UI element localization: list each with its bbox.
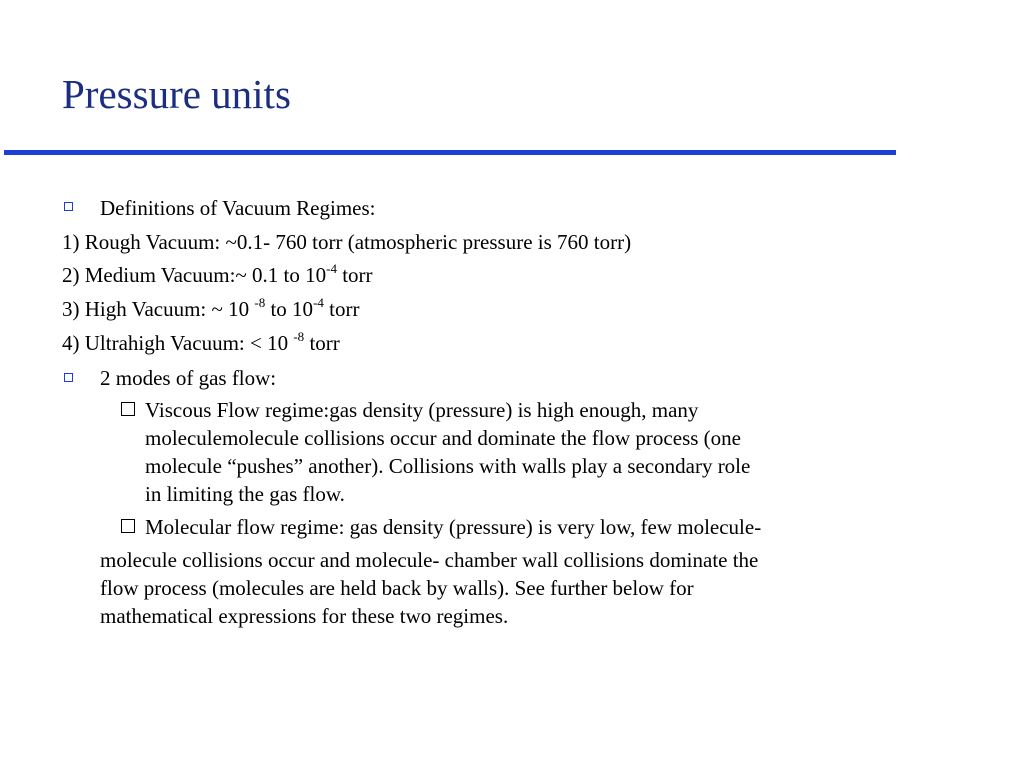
- regime-ultrahigh-exponent: -8: [293, 329, 305, 344]
- regime-ultrahigh-text: 4) Ultrahigh Vacuum: < 10: [62, 331, 294, 355]
- viscous-flow-line-3: molecule “pushes” another). Collisions with walls play a secondary role: [145, 454, 751, 478]
- bullet-gas-flow: 2 modes of gas flow:: [100, 366, 277, 390]
- regime-high-mid: to 10: [265, 297, 314, 321]
- molecular-flow-line-1: Molecular flow regime: gas density (pressure) is very low, few molecule-: [145, 515, 762, 539]
- viscous-flow-line-1: Viscous Flow regime:gas density (pressure) is high enough, many: [145, 398, 699, 422]
- molecular-flow-line-2: molecule collisions occur and molecule- chamber wall collisions dominate the: [100, 548, 759, 572]
- regime-medium-exponent: -4: [326, 261, 337, 276]
- regime-medium-unit: torr: [336, 263, 373, 287]
- regime-high-text: 3) High Vacuum: ~ 10: [62, 297, 255, 321]
- slide-title: Pressure units: [62, 71, 291, 117]
- regime-high-exponent-2: -4: [313, 295, 324, 310]
- viscous-flow-line-2: moleculemolecule collisions occur and dominate the flow process (one: [145, 426, 741, 450]
- checkbox-bullet-icon: [121, 402, 135, 416]
- molecular-flow-line-3: flow process (molecules are held back by walls). See further below for: [100, 576, 694, 600]
- regime-high-unit: torr: [323, 297, 360, 321]
- viscous-flow-line-4: in limiting the gas flow.: [145, 482, 345, 506]
- square-bullet-icon: [64, 373, 73, 382]
- regime-ultrahigh-unit: torr: [304, 331, 340, 355]
- bullet-definitions: Definitions of Vacuum Regimes:: [100, 196, 376, 220]
- regime-high: [62, 295, 359, 323]
- regime-medium: [62, 261, 373, 289]
- square-bullet-icon: [64, 202, 73, 211]
- regime-rough: 1) Rough Vacuum: ~0.1- 760 torr (atmospheric pressure is 760 torr): [62, 230, 632, 254]
- regime-medium-text: 2) Medium Vacuum:~ 0.1 to 10: [62, 263, 327, 287]
- molecular-flow-line-4: mathematical expressions for these two regimes.: [100, 604, 509, 628]
- checkbox-bullet-icon: [121, 519, 135, 533]
- regime-high-exponent-1: -8: [254, 295, 266, 310]
- title-underline: [4, 150, 896, 155]
- regime-ultrahigh: [62, 329, 340, 357]
